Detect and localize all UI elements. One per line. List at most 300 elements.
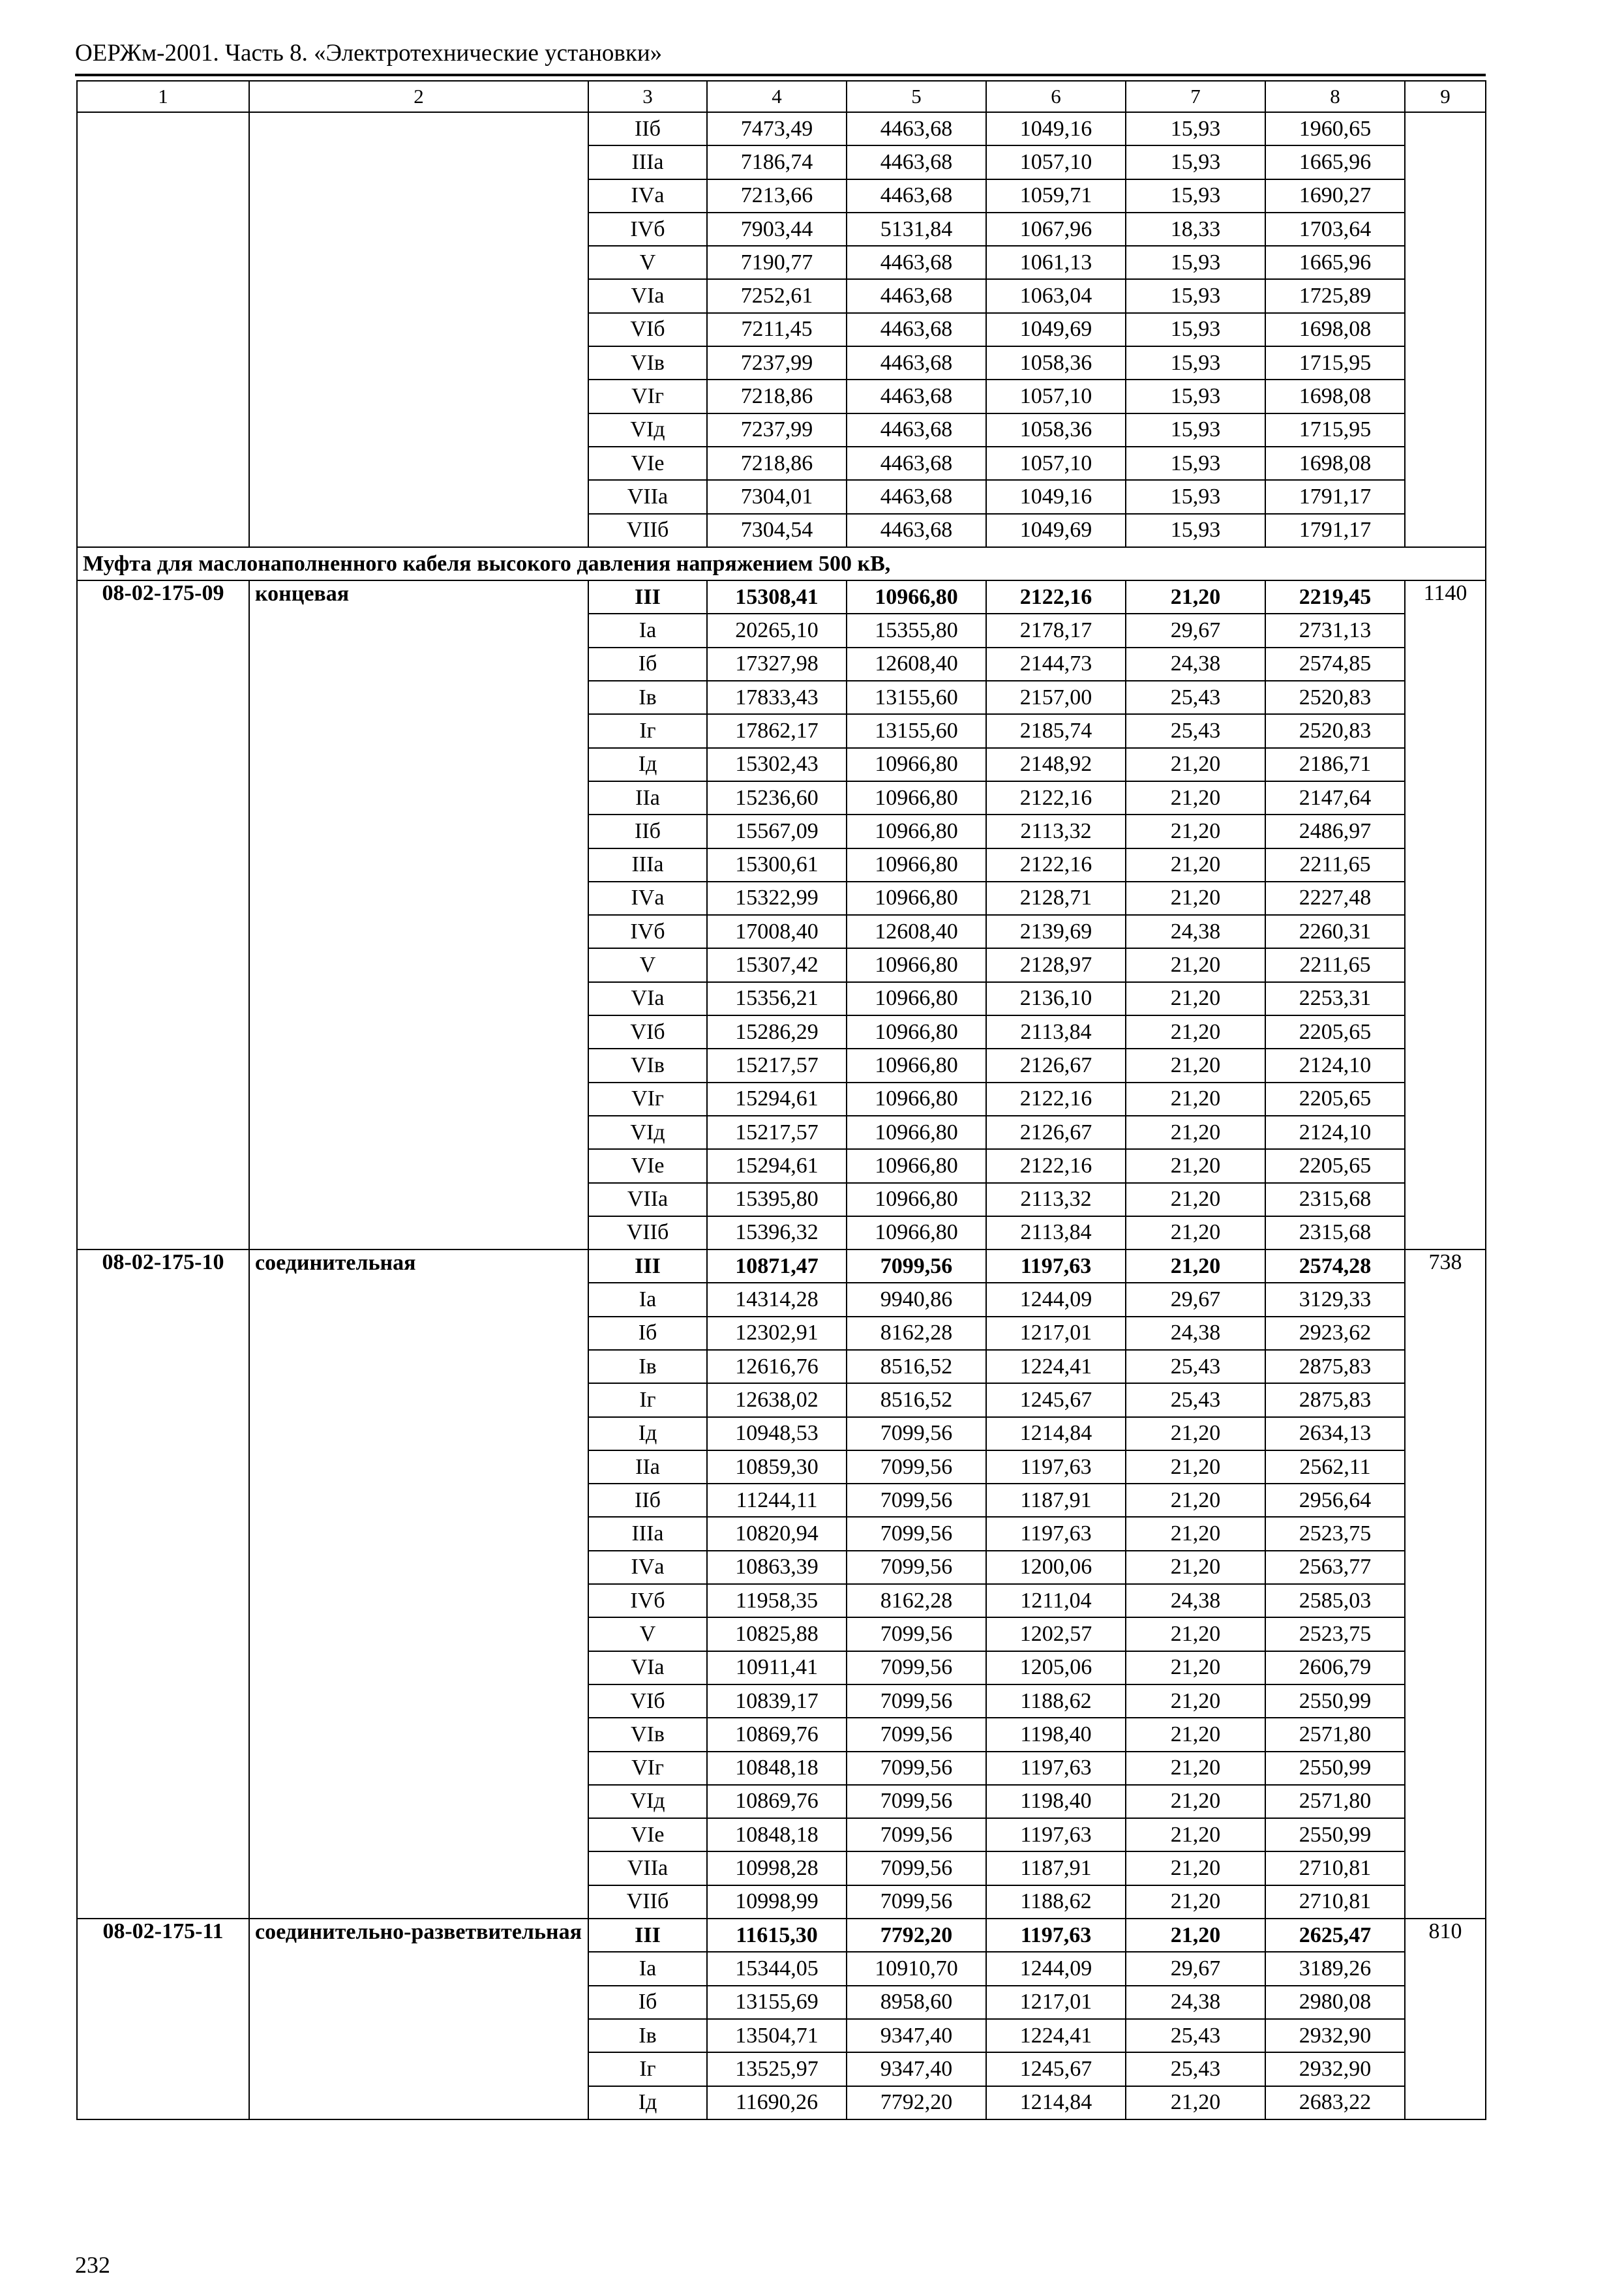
value-cell: 21,20 bbox=[1126, 1149, 1265, 1182]
zone-cell: IIIа bbox=[588, 145, 707, 179]
value-cell: 1197,63 bbox=[986, 1249, 1126, 1283]
value-cell: 1211,04 bbox=[986, 1584, 1126, 1617]
value-cell: 21,20 bbox=[1126, 1785, 1265, 1818]
value-cell: 7304,54 bbox=[707, 514, 847, 547]
value-cell: 15294,61 bbox=[707, 1083, 847, 1116]
value-cell: 7218,86 bbox=[707, 380, 847, 413]
value-cell: 5131,84 bbox=[847, 213, 986, 246]
value-cell: 3189,26 bbox=[1265, 1952, 1405, 1985]
value-cell: 21,20 bbox=[1126, 1851, 1265, 1885]
zone-cell: V bbox=[588, 948, 707, 981]
value-cell: 11244,11 bbox=[707, 1484, 847, 1517]
table-row bbox=[77, 1249, 1486, 1283]
value-cell: 2710,81 bbox=[1265, 1851, 1405, 1885]
value-cell: 1197,63 bbox=[986, 1517, 1126, 1550]
value-cell: 10848,18 bbox=[707, 1752, 847, 1785]
zone-cell: VIе bbox=[588, 1149, 707, 1182]
value-cell: 1791,17 bbox=[1265, 514, 1405, 547]
value-cell: 7190,77 bbox=[707, 246, 847, 279]
value-cell: 17862,17 bbox=[707, 714, 847, 747]
page-number: 232 bbox=[75, 2252, 110, 2278]
value-cell: 7252,61 bbox=[707, 279, 847, 312]
value-cell: 15395,80 bbox=[707, 1183, 847, 1216]
value-cell: 10966,80 bbox=[847, 815, 986, 848]
value-cell: 12302,91 bbox=[707, 1317, 847, 1350]
value-cell: 4463,68 bbox=[847, 279, 986, 312]
value-cell: 21,20 bbox=[1126, 781, 1265, 815]
value-cell: 10839,17 bbox=[707, 1684, 847, 1718]
value-cell: 2563,77 bbox=[1265, 1551, 1405, 1584]
value-cell: 12616,76 bbox=[707, 1350, 847, 1383]
zone-cell: V bbox=[588, 1617, 707, 1651]
value-cell: 2128,97 bbox=[986, 948, 1126, 981]
value-cell: 10825,88 bbox=[707, 1617, 847, 1651]
zone-cell: VIIб bbox=[588, 514, 707, 547]
value-cell: 1187,91 bbox=[986, 1484, 1126, 1517]
zone-cell: VIIа bbox=[588, 480, 707, 513]
value-cell: 24,38 bbox=[1126, 1317, 1265, 1350]
zone-cell: VIа bbox=[588, 1651, 707, 1684]
value-cell: 1063,04 bbox=[986, 279, 1126, 312]
column-number: 2 bbox=[249, 81, 588, 112]
value-cell: 13504,71 bbox=[707, 2019, 847, 2052]
value-cell: 7186,74 bbox=[707, 145, 847, 179]
value-cell: 1245,67 bbox=[986, 1383, 1126, 1416]
value-cell: 8516,52 bbox=[847, 1350, 986, 1383]
value-cell: 2227,48 bbox=[1265, 882, 1405, 915]
value-cell: 1067,96 bbox=[986, 213, 1126, 246]
value-cell: 1049,16 bbox=[986, 480, 1126, 513]
value-cell: 1665,96 bbox=[1265, 145, 1405, 179]
value-cell: 15302,43 bbox=[707, 748, 847, 781]
zone-cell: IIб bbox=[588, 815, 707, 848]
zone-cell: Iг bbox=[588, 714, 707, 747]
value-cell: 13155,60 bbox=[847, 714, 986, 747]
value-cell: 2126,67 bbox=[986, 1049, 1126, 1082]
value-cell: 10966,80 bbox=[847, 1015, 986, 1049]
value-cell: 2139,69 bbox=[986, 915, 1126, 948]
value-cell: 8958,60 bbox=[847, 1986, 986, 2019]
value-cell: 21,20 bbox=[1126, 1417, 1265, 1450]
value-cell: 2185,74 bbox=[986, 714, 1126, 747]
zone-cell: Iг bbox=[588, 1383, 707, 1416]
zone-cell: VIб bbox=[588, 1015, 707, 1049]
value-cell: 29,67 bbox=[1126, 614, 1265, 647]
value-cell: 1200,06 bbox=[986, 1551, 1126, 1584]
table-body bbox=[77, 81, 1486, 2119]
value-cell: 15217,57 bbox=[707, 1049, 847, 1082]
value-cell: 2875,83 bbox=[1265, 1350, 1405, 1383]
zone-cell: VIа bbox=[588, 279, 707, 312]
value-cell: 4463,68 bbox=[847, 480, 986, 513]
column-numbers-row bbox=[77, 81, 1486, 112]
column-number: 6 bbox=[986, 81, 1126, 112]
value-cell: 7099,56 bbox=[847, 1818, 986, 1851]
column-number: 8 bbox=[1265, 81, 1405, 112]
value-cell: 2219,45 bbox=[1265, 580, 1405, 614]
value-cell: 1197,63 bbox=[986, 1450, 1126, 1484]
column-number: 9 bbox=[1405, 81, 1486, 112]
value-cell: 1698,08 bbox=[1265, 313, 1405, 346]
value-cell: 13155,69 bbox=[707, 1986, 847, 2019]
value-cell: 1198,40 bbox=[986, 1785, 1126, 1818]
value-cell: 2124,10 bbox=[1265, 1116, 1405, 1149]
value-cell: 10966,80 bbox=[847, 781, 986, 815]
value-cell: 15217,57 bbox=[707, 1116, 847, 1149]
value-cell: 4463,68 bbox=[847, 380, 986, 413]
item-code: 08-02-175-09 bbox=[77, 580, 249, 1249]
value-cell: 1690,27 bbox=[1265, 179, 1405, 213]
value-cell: 7099,56 bbox=[847, 1484, 986, 1517]
value-cell: 2932,90 bbox=[1265, 2019, 1405, 2052]
col9-value: 1140 bbox=[1405, 580, 1486, 1249]
value-cell: 12638,02 bbox=[707, 1383, 847, 1416]
value-cell: 1059,71 bbox=[986, 179, 1126, 213]
value-cell: 25,43 bbox=[1126, 2019, 1265, 2052]
value-cell: 15355,80 bbox=[847, 614, 986, 647]
value-cell: 7099,56 bbox=[847, 1417, 986, 1450]
value-cell: 2980,08 bbox=[1265, 1986, 1405, 2019]
value-cell: 7099,56 bbox=[847, 1617, 986, 1651]
item-name: концевая bbox=[249, 580, 588, 1249]
empty-name-cell bbox=[249, 112, 588, 547]
value-cell: 2253,31 bbox=[1265, 982, 1405, 1015]
value-cell: 10966,80 bbox=[847, 1216, 986, 1249]
value-cell: 10966,80 bbox=[847, 1116, 986, 1149]
value-cell: 7099,56 bbox=[847, 1718, 986, 1751]
zone-cell: III bbox=[588, 1919, 707, 1952]
value-cell: 21,20 bbox=[1126, 1684, 1265, 1718]
value-cell: 17327,98 bbox=[707, 648, 847, 681]
header-divider bbox=[75, 74, 1486, 76]
value-cell: 20265,10 bbox=[707, 614, 847, 647]
value-cell: 15,93 bbox=[1126, 246, 1265, 279]
value-cell: 21,20 bbox=[1126, 1818, 1265, 1851]
value-cell: 25,43 bbox=[1126, 681, 1265, 714]
value-cell: 15,93 bbox=[1126, 480, 1265, 513]
value-cell: 12608,40 bbox=[847, 915, 986, 948]
value-cell: 2923,62 bbox=[1265, 1317, 1405, 1350]
zone-cell: VIIа bbox=[588, 1183, 707, 1216]
zone-cell: Iд bbox=[588, 748, 707, 781]
value-cell: 1665,96 bbox=[1265, 246, 1405, 279]
value-cell: 21,20 bbox=[1126, 1919, 1265, 1952]
zone-cell: VIг bbox=[588, 1752, 707, 1785]
value-cell: 2186,71 bbox=[1265, 748, 1405, 781]
value-cell: 2550,99 bbox=[1265, 1818, 1405, 1851]
value-cell: 7099,56 bbox=[847, 1684, 986, 1718]
value-cell: 2122,16 bbox=[986, 580, 1126, 614]
item-name: соединительно-разветвительная bbox=[249, 1919, 588, 2119]
zone-cell: IVа bbox=[588, 179, 707, 213]
value-cell: 2625,47 bbox=[1265, 1919, 1405, 1952]
value-cell: 2205,65 bbox=[1265, 1149, 1405, 1182]
value-cell: 2550,99 bbox=[1265, 1684, 1405, 1718]
value-cell: 2122,16 bbox=[986, 1149, 1126, 1182]
zone-cell: IVа bbox=[588, 1551, 707, 1584]
value-cell: 2157,00 bbox=[986, 681, 1126, 714]
column-number: 7 bbox=[1126, 81, 1265, 112]
zone-cell: VIIб bbox=[588, 1216, 707, 1249]
value-cell: 10966,80 bbox=[847, 882, 986, 915]
value-cell: 21,20 bbox=[1126, 1551, 1265, 1584]
zone-cell: VIIб bbox=[588, 1885, 707, 1919]
value-cell: 1244,09 bbox=[986, 1283, 1126, 1316]
value-cell: 2574,85 bbox=[1265, 648, 1405, 681]
zone-cell: IVб bbox=[588, 1584, 707, 1617]
value-cell: 29,67 bbox=[1126, 1952, 1265, 1985]
zone-cell: IIа bbox=[588, 781, 707, 815]
value-cell: 2606,79 bbox=[1265, 1651, 1405, 1684]
column-number: 3 bbox=[588, 81, 707, 112]
empty-col9-cell bbox=[1405, 112, 1486, 547]
value-cell: 10871,47 bbox=[707, 1249, 847, 1283]
value-cell: 21,20 bbox=[1126, 1015, 1265, 1049]
value-cell: 4463,68 bbox=[847, 145, 986, 179]
value-cell: 10966,80 bbox=[847, 982, 986, 1015]
value-cell: 1049,69 bbox=[986, 313, 1126, 346]
zone-cell: Iа bbox=[588, 1952, 707, 1985]
zone-cell: Iа bbox=[588, 1283, 707, 1316]
value-cell: 2178,17 bbox=[986, 614, 1126, 647]
value-cell: 2571,80 bbox=[1265, 1785, 1405, 1818]
zone-cell: Iг bbox=[588, 2052, 707, 2086]
value-cell: 1198,40 bbox=[986, 1718, 1126, 1751]
value-cell: 2205,65 bbox=[1265, 1015, 1405, 1049]
value-cell: 24,38 bbox=[1126, 915, 1265, 948]
value-cell: 4463,68 bbox=[847, 112, 986, 145]
value-cell: 7099,56 bbox=[847, 1885, 986, 1919]
value-cell: 24,38 bbox=[1126, 648, 1265, 681]
value-cell: 4463,68 bbox=[847, 313, 986, 346]
value-cell: 21,20 bbox=[1126, 1718, 1265, 1751]
value-cell: 1698,08 bbox=[1265, 447, 1405, 480]
value-cell: 10910,70 bbox=[847, 1952, 986, 1985]
value-cell: 2562,11 bbox=[1265, 1450, 1405, 1484]
value-cell: 4463,68 bbox=[847, 246, 986, 279]
value-cell: 21,20 bbox=[1126, 982, 1265, 1015]
value-cell: 1188,62 bbox=[986, 1684, 1126, 1718]
value-cell: 2520,83 bbox=[1265, 714, 1405, 747]
value-cell: 15294,61 bbox=[707, 1149, 847, 1182]
zone-cell: VIд bbox=[588, 413, 707, 447]
value-cell: 1960,65 bbox=[1265, 112, 1405, 145]
value-cell: 2122,16 bbox=[986, 848, 1126, 882]
value-cell: 7099,56 bbox=[847, 1752, 986, 1785]
value-cell: 10998,99 bbox=[707, 1885, 847, 1919]
value-cell: 15,93 bbox=[1126, 279, 1265, 312]
value-cell: 2634,13 bbox=[1265, 1417, 1405, 1450]
zone-cell: III bbox=[588, 580, 707, 614]
value-cell: 10966,80 bbox=[847, 948, 986, 981]
value-cell: 3129,33 bbox=[1265, 1283, 1405, 1316]
value-cell: 1791,17 bbox=[1265, 480, 1405, 513]
document-header: ОЕРЖм-2001. Часть 8. «Электротехнические установки» bbox=[75, 40, 663, 67]
value-cell: 1224,41 bbox=[986, 2019, 1126, 2052]
empty-code-cell bbox=[77, 112, 249, 547]
value-cell: 10966,80 bbox=[847, 1083, 986, 1116]
value-cell: 10948,53 bbox=[707, 1417, 847, 1450]
value-cell: 15344,05 bbox=[707, 1952, 847, 1985]
value-cell: 25,43 bbox=[1126, 1383, 1265, 1416]
zone-cell: IIб bbox=[588, 112, 707, 145]
zone-cell: IIIа bbox=[588, 848, 707, 882]
value-cell: 15,93 bbox=[1126, 313, 1265, 346]
value-cell: 10966,80 bbox=[847, 1183, 986, 1216]
value-cell: 15308,41 bbox=[707, 580, 847, 614]
value-cell: 10966,80 bbox=[847, 848, 986, 882]
value-cell: 21,20 bbox=[1126, 815, 1265, 848]
value-cell: 2550,99 bbox=[1265, 1752, 1405, 1785]
zone-cell: VIа bbox=[588, 982, 707, 1015]
col9-value: 738 bbox=[1405, 1249, 1486, 1919]
value-cell: 4463,68 bbox=[847, 179, 986, 213]
zone-cell: Iб bbox=[588, 648, 707, 681]
table-row bbox=[77, 112, 1486, 145]
value-cell: 1224,41 bbox=[986, 1350, 1126, 1383]
value-cell: 7237,99 bbox=[707, 413, 847, 447]
value-cell: 11615,30 bbox=[707, 1919, 847, 1952]
value-cell: 2205,65 bbox=[1265, 1083, 1405, 1116]
value-cell: 9347,40 bbox=[847, 2019, 986, 2052]
item-code: 08-02-175-10 bbox=[77, 1249, 249, 1919]
zone-cell: Iб bbox=[588, 1986, 707, 2019]
value-cell: 15,93 bbox=[1126, 380, 1265, 413]
value-cell: 15,93 bbox=[1126, 179, 1265, 213]
value-cell: 2683,22 bbox=[1265, 2086, 1405, 2119]
zone-cell: IVб bbox=[588, 915, 707, 948]
value-cell: 10869,76 bbox=[707, 1785, 847, 1818]
value-cell: 25,43 bbox=[1126, 714, 1265, 747]
value-cell: 21,20 bbox=[1126, 1517, 1265, 1550]
value-cell: 7099,56 bbox=[847, 1785, 986, 1818]
zone-cell: V bbox=[588, 246, 707, 279]
value-cell: 2128,71 bbox=[986, 882, 1126, 915]
value-cell: 7903,44 bbox=[707, 213, 847, 246]
value-cell: 2136,10 bbox=[986, 982, 1126, 1015]
value-cell: 10966,80 bbox=[847, 748, 986, 781]
value-cell: 21,20 bbox=[1126, 580, 1265, 614]
value-cell: 10966,80 bbox=[847, 1049, 986, 1082]
value-cell: 1197,63 bbox=[986, 1752, 1126, 1785]
zone-cell: IIб bbox=[588, 1484, 707, 1517]
value-cell: 15307,42 bbox=[707, 948, 847, 981]
item-name: соединительная bbox=[249, 1249, 588, 1919]
value-cell: 2875,83 bbox=[1265, 1383, 1405, 1416]
value-cell: 11958,35 bbox=[707, 1584, 847, 1617]
value-cell: 7099,56 bbox=[847, 1851, 986, 1885]
value-cell: 7099,56 bbox=[847, 1249, 986, 1283]
zone-cell: VIг bbox=[588, 380, 707, 413]
value-cell: 15,93 bbox=[1126, 514, 1265, 547]
value-cell: 21,20 bbox=[1126, 1249, 1265, 1283]
value-cell: 4463,68 bbox=[847, 413, 986, 447]
zone-cell: III bbox=[588, 1249, 707, 1283]
value-cell: 15567,09 bbox=[707, 815, 847, 848]
zone-cell: Iв bbox=[588, 2019, 707, 2052]
value-cell: 7099,56 bbox=[847, 1517, 986, 1550]
value-cell: 10820,94 bbox=[707, 1517, 847, 1550]
value-cell: 29,67 bbox=[1126, 1283, 1265, 1316]
value-cell: 21,20 bbox=[1126, 1450, 1265, 1484]
value-cell: 2571,80 bbox=[1265, 1718, 1405, 1751]
column-number: 4 bbox=[707, 81, 847, 112]
value-cell: 2211,65 bbox=[1265, 948, 1405, 981]
value-cell: 15,93 bbox=[1126, 112, 1265, 145]
value-cell: 2113,84 bbox=[986, 1216, 1126, 1249]
value-cell: 1698,08 bbox=[1265, 380, 1405, 413]
value-cell: 1058,36 bbox=[986, 346, 1126, 380]
value-cell: 4463,68 bbox=[847, 346, 986, 380]
zone-cell: VIв bbox=[588, 346, 707, 380]
value-cell: 21,20 bbox=[1126, 1116, 1265, 1149]
value-cell: 9940,86 bbox=[847, 1283, 986, 1316]
value-cell: 7473,49 bbox=[707, 112, 847, 145]
value-cell: 7237,99 bbox=[707, 346, 847, 380]
value-cell: 10848,18 bbox=[707, 1818, 847, 1851]
value-cell: 2122,16 bbox=[986, 1083, 1126, 1116]
value-cell: 15236,60 bbox=[707, 781, 847, 815]
value-cell: 21,20 bbox=[1126, 1183, 1265, 1216]
zone-cell: VIIа bbox=[588, 1851, 707, 1885]
value-cell: 11690,26 bbox=[707, 2086, 847, 2119]
value-cell: 10998,28 bbox=[707, 1851, 847, 1885]
zone-cell: IVб bbox=[588, 213, 707, 246]
value-cell: 8516,52 bbox=[847, 1383, 986, 1416]
value-cell: 7792,20 bbox=[847, 1919, 986, 1952]
value-cell: 2956,64 bbox=[1265, 1484, 1405, 1517]
value-cell: 2113,32 bbox=[986, 1183, 1126, 1216]
value-cell: 2126,67 bbox=[986, 1116, 1126, 1149]
value-cell: 7792,20 bbox=[847, 2086, 986, 2119]
zone-cell: VIб bbox=[588, 1684, 707, 1718]
value-cell: 1057,10 bbox=[986, 145, 1126, 179]
column-number: 5 bbox=[847, 81, 986, 112]
value-cell: 2122,16 bbox=[986, 781, 1126, 815]
value-cell: 10863,39 bbox=[707, 1551, 847, 1584]
column-number: 1 bbox=[77, 81, 249, 112]
value-cell: 21,20 bbox=[1126, 2086, 1265, 2119]
col9-value: 810 bbox=[1405, 1919, 1486, 2119]
value-cell: 2710,81 bbox=[1265, 1885, 1405, 1919]
value-cell: 1214,84 bbox=[986, 1417, 1126, 1450]
value-cell: 25,43 bbox=[1126, 1350, 1265, 1383]
value-cell: 17008,40 bbox=[707, 915, 847, 948]
value-cell: 21,20 bbox=[1126, 1885, 1265, 1919]
value-cell: 2520,83 bbox=[1265, 681, 1405, 714]
value-cell: 15,93 bbox=[1126, 413, 1265, 447]
value-cell: 1725,89 bbox=[1265, 279, 1405, 312]
zone-cell: IIIа bbox=[588, 1517, 707, 1550]
value-cell: 15356,21 bbox=[707, 982, 847, 1015]
value-cell: 4463,68 bbox=[847, 514, 986, 547]
value-cell: 10859,30 bbox=[707, 1450, 847, 1484]
value-cell: 15300,61 bbox=[707, 848, 847, 882]
zone-cell: Iд bbox=[588, 2086, 707, 2119]
zone-cell: Iб bbox=[588, 1317, 707, 1350]
value-cell: 21,20 bbox=[1126, 1216, 1265, 1249]
table-row bbox=[77, 1919, 1486, 1952]
value-cell: 25,43 bbox=[1126, 2052, 1265, 2086]
zone-cell: IIа bbox=[588, 1450, 707, 1484]
value-cell: 10869,76 bbox=[707, 1718, 847, 1751]
value-cell: 2211,65 bbox=[1265, 848, 1405, 882]
value-cell: 15286,29 bbox=[707, 1015, 847, 1049]
value-cell: 9347,40 bbox=[847, 2052, 986, 2086]
table-row bbox=[77, 580, 1486, 614]
value-cell: 1057,10 bbox=[986, 380, 1126, 413]
value-cell: 1197,63 bbox=[986, 1818, 1126, 1851]
